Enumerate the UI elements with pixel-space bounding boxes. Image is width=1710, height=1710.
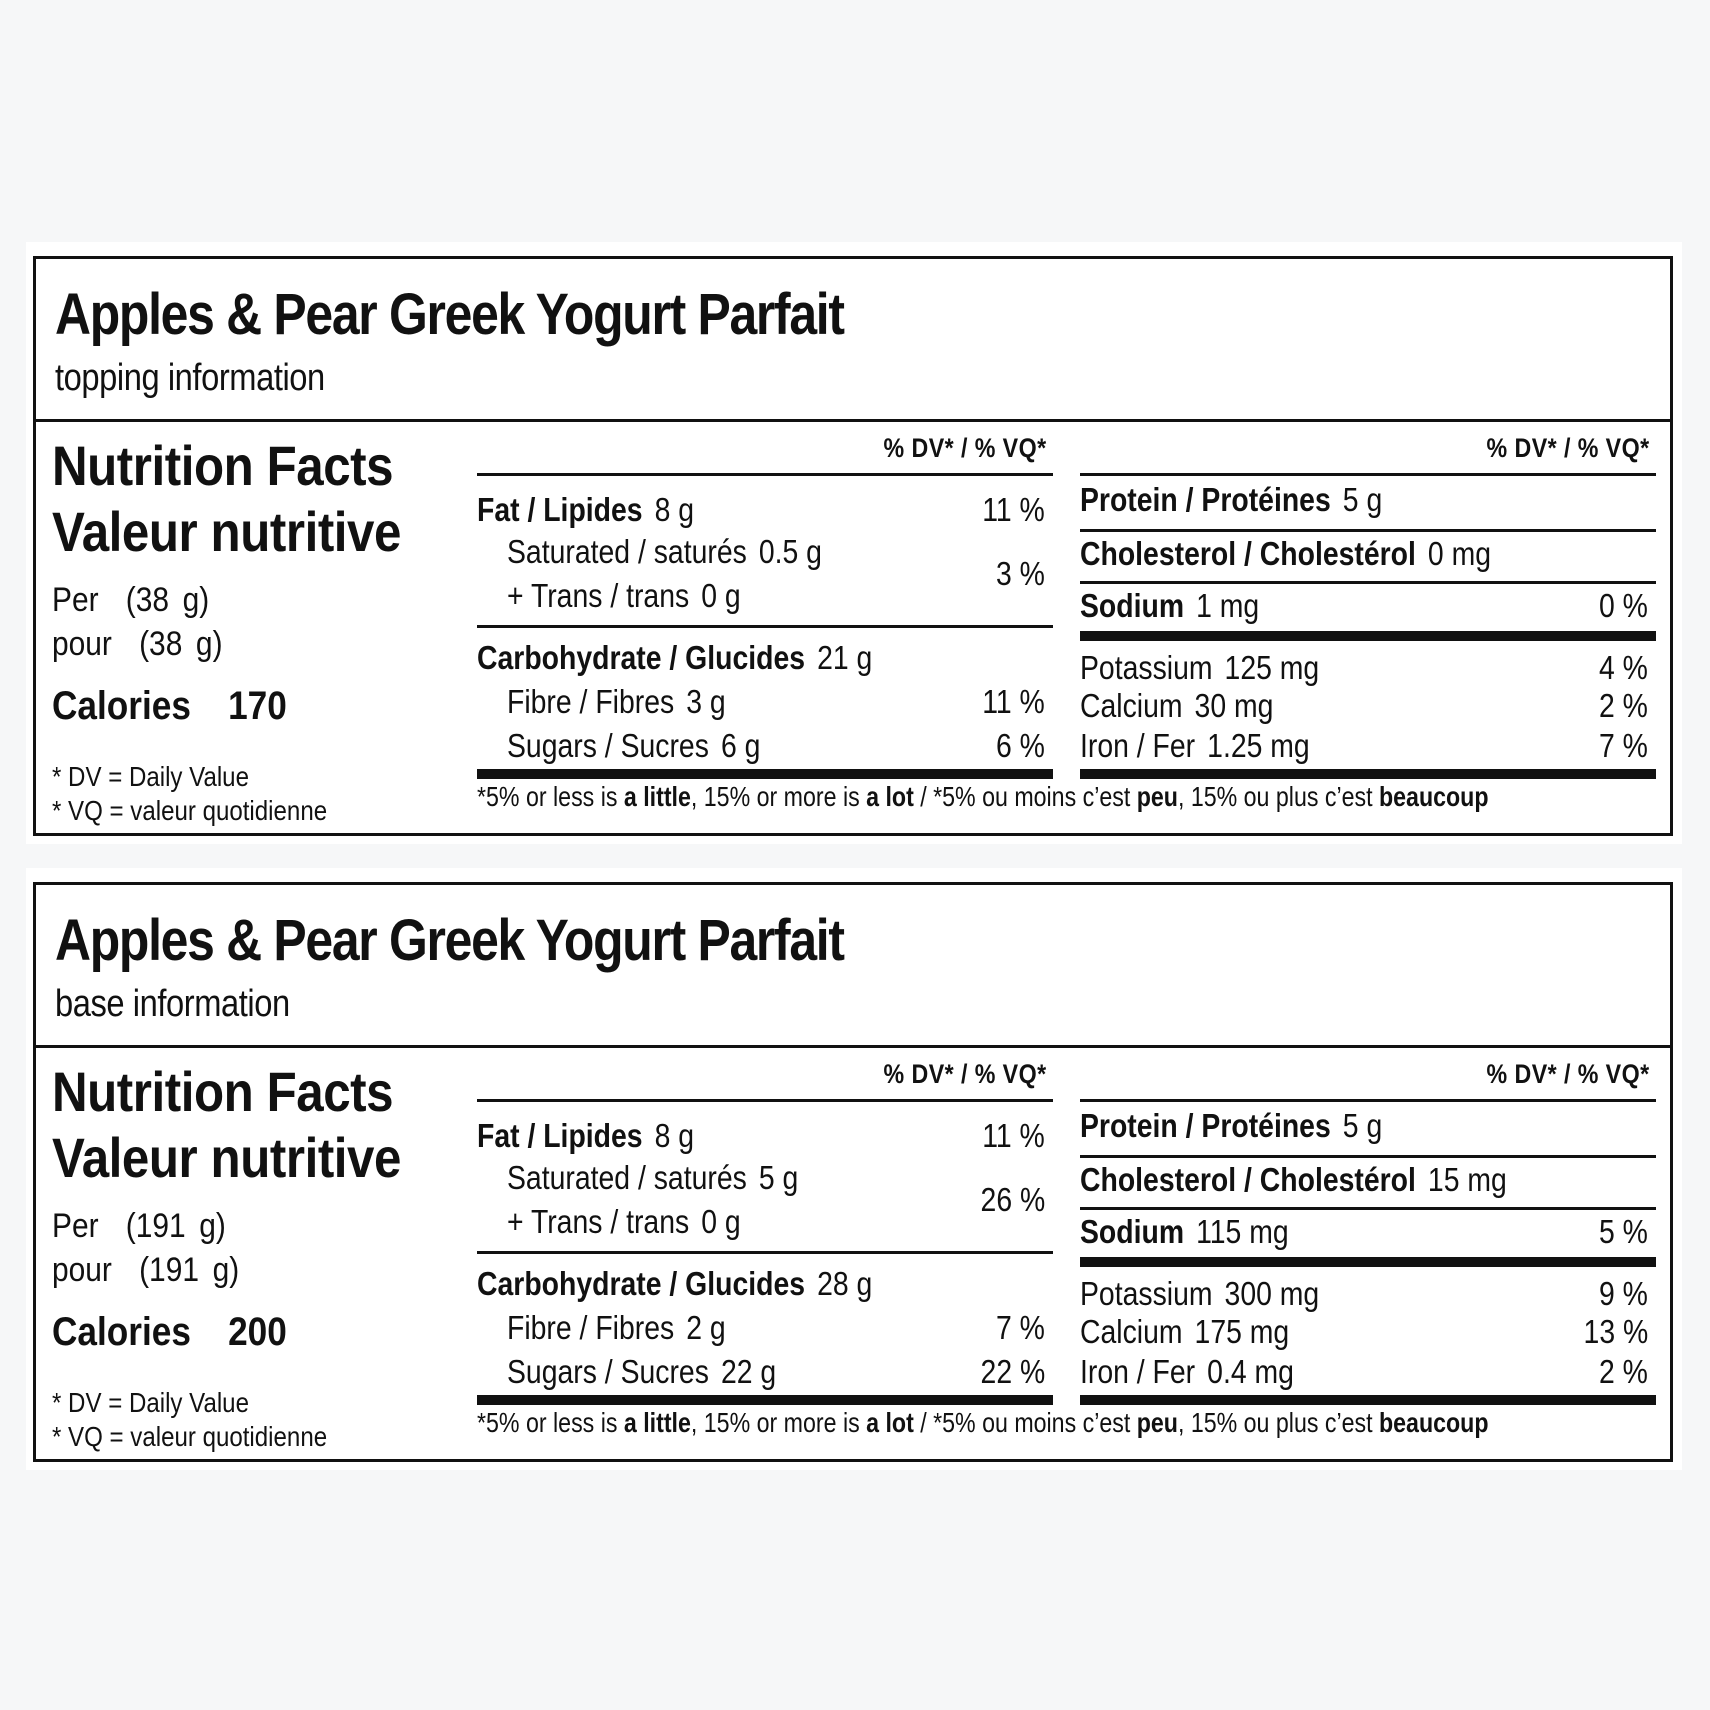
- potassium-pct: 4 %: [1599, 649, 1648, 686]
- fat-amount: 8 g: [654, 1117, 695, 1154]
- calories-line: [52, 1310, 287, 1355]
- fat-label: Fat / Lipides: [477, 491, 643, 528]
- thick-divider: [477, 1395, 1053, 1405]
- vq-definition: * VQ = valeur quotidienne: [52, 795, 328, 826]
- saturated-row: [507, 533, 822, 571]
- product-name: Apples & Pear Greek Yogurt Parfait: [55, 282, 844, 347]
- cholesterol-label: Cholesterol / Cholestérol: [1080, 1161, 1416, 1198]
- vq-definition: * VQ = valeur quotidienne: [52, 1421, 328, 1452]
- protein-label: Protein / Protéines: [1080, 481, 1331, 518]
- nutrition-label-base: [26, 868, 1682, 1470]
- footnote-text: , 15% or more is: [690, 1407, 867, 1438]
- footnote-bold: peu: [1136, 781, 1178, 812]
- protein-minerals-column: [1080, 1045, 1656, 1405]
- fibre-amount: 3 g: [686, 683, 726, 720]
- fat-label: Fat / Lipides: [477, 1117, 643, 1154]
- calcium-pct: 13 %: [1583, 1313, 1648, 1350]
- label-frame: [33, 882, 1673, 1462]
- valeur-nutritive-title: Valeur nutritive: [52, 1126, 401, 1189]
- calcium-amount: 30 mg: [1194, 687, 1274, 724]
- footnote-text: / *5% ou moins c’est: [913, 1407, 1137, 1438]
- fat-carb-column: [477, 419, 1053, 779]
- carb-row: [477, 1265, 872, 1303]
- calcium-row: [1080, 687, 1273, 725]
- footnote-bold: a little: [623, 781, 691, 812]
- trans-label: + Trans / trans: [507, 1203, 690, 1240]
- cholesterol-amount: 0 mg: [1427, 535, 1492, 572]
- dv-footnote: [477, 781, 1488, 813]
- divider: [477, 1099, 1053, 1102]
- footnote-bold: beaucoup: [1378, 1407, 1489, 1438]
- nutrition-label-topping: [26, 242, 1682, 844]
- dv-definition: * DV = Daily Value: [52, 761, 249, 792]
- dv-header: % DV* / % VQ*: [883, 1059, 1047, 1089]
- calcium-row: [1080, 1313, 1289, 1351]
- label-header: [36, 259, 1670, 422]
- fat-row: [477, 1117, 694, 1155]
- potassium-amount: 300 mg: [1224, 1275, 1320, 1312]
- trans-amount: 0 g: [701, 1203, 741, 1240]
- sugars-pct: 6 %: [996, 727, 1045, 764]
- iron-row: [1080, 727, 1310, 765]
- fibre-pct: 11 %: [982, 683, 1045, 720]
- footnote-text: *5% or less is: [477, 1407, 624, 1438]
- dv-header: % DV* / % VQ*: [883, 433, 1047, 463]
- saturated-amount: 5 g: [758, 1159, 799, 1196]
- label-header: [36, 885, 1670, 1048]
- pour-label: pour: [52, 625, 112, 663]
- cholesterol-row: [1080, 535, 1491, 573]
- saturated-label: Saturated / saturés: [507, 533, 747, 570]
- iron-pct: 2 %: [1599, 1353, 1648, 1390]
- fat-row: [477, 491, 694, 529]
- serving-size-fr: [52, 1251, 239, 1290]
- thick-divider: [477, 769, 1053, 779]
- sodium-label: Sodium: [1080, 1213, 1185, 1250]
- thick-divider: [1080, 1395, 1656, 1405]
- fibre-label: Fibre / Fibres: [507, 1309, 675, 1346]
- serving-column: [52, 419, 472, 836]
- per-label: Per: [52, 581, 99, 619]
- divider: [1080, 581, 1656, 584]
- sodium-row: [1080, 587, 1259, 625]
- protein-amount: 5 g: [1342, 481, 1383, 518]
- pour-amount: (38 g): [139, 625, 223, 663]
- divider: [1080, 473, 1656, 476]
- iron-label: Iron / Fer: [1080, 727, 1196, 764]
- sugars-row: [507, 727, 760, 765]
- calories-value: 200: [228, 1310, 287, 1354]
- footnote-text: , 15% ou plus c’est: [1177, 1407, 1379, 1438]
- saturated-label: Saturated / saturés: [507, 1159, 747, 1196]
- sugars-amount: 6 g: [720, 727, 761, 764]
- divider: [1080, 1207, 1656, 1210]
- calcium-amount: 175 mg: [1194, 1313, 1290, 1350]
- fibre-pct: 7 %: [996, 1309, 1045, 1346]
- potassium-label: Potassium: [1080, 1275, 1213, 1312]
- calcium-pct: 2 %: [1599, 687, 1648, 724]
- potassium-pct: 9 %: [1599, 1275, 1648, 1312]
- pour-label: pour: [52, 1251, 112, 1289]
- potassium-amount: 125 mg: [1224, 649, 1320, 686]
- calories-label: Calories: [52, 684, 191, 728]
- valeur-nutritive-title: Valeur nutritive: [52, 500, 401, 563]
- thick-divider: [1080, 769, 1656, 779]
- calcium-label: Calcium: [1080, 1313, 1183, 1350]
- protein-amount: 5 g: [1342, 1107, 1383, 1144]
- sodium-amount: 1 mg: [1196, 587, 1260, 624]
- divider: [1080, 1099, 1656, 1102]
- fibre-label: Fibre / Fibres: [507, 683, 675, 720]
- label-frame: [33, 256, 1673, 836]
- serving-column: [52, 1045, 472, 1462]
- dv-header: % DV* / % VQ*: [1486, 1059, 1650, 1089]
- sodium-pct: 5 %: [1599, 1213, 1648, 1250]
- saturated-amount: 0.5 g: [758, 533, 822, 570]
- per-label: Per: [52, 1207, 99, 1245]
- serving-size-fr: [52, 625, 223, 664]
- protein-row: [1080, 481, 1382, 519]
- label-subtitle: topping information: [55, 357, 325, 399]
- nutrition-facts-title: Nutrition Facts: [52, 434, 394, 497]
- calories-label: Calories: [52, 1310, 191, 1354]
- fibre-row: [507, 683, 726, 721]
- fibre-amount: 2 g: [686, 1309, 726, 1346]
- protein-minerals-column: [1080, 419, 1656, 779]
- calories-value: 170: [228, 684, 287, 728]
- carb-amount: 28 g: [817, 1265, 873, 1302]
- footnote-text: , 15% ou plus c’est: [1177, 781, 1379, 812]
- calories-line: [52, 684, 287, 729]
- footnote-bold: peu: [1136, 1407, 1178, 1438]
- footnote-bold: a lot: [866, 1407, 914, 1438]
- fat-pct: 11 %: [982, 491, 1045, 528]
- carb-row: [477, 639, 872, 677]
- potassium-row: [1080, 1275, 1319, 1313]
- trans-row: [507, 577, 741, 615]
- serving-size-en: [52, 1207, 226, 1246]
- carb-amount: 21 g: [817, 639, 873, 676]
- footnote-bold: a lot: [866, 781, 914, 812]
- fat-pct: 11 %: [982, 1117, 1045, 1154]
- sodium-row: [1080, 1213, 1289, 1251]
- potassium-label: Potassium: [1080, 649, 1213, 686]
- sat-trans-pct: 3 %: [996, 555, 1045, 592]
- iron-row: [1080, 1353, 1294, 1391]
- iron-amount: 0.4 mg: [1207, 1353, 1294, 1390]
- trans-amount: 0 g: [701, 577, 741, 614]
- potassium-row: [1080, 649, 1319, 687]
- sodium-label: Sodium: [1080, 587, 1185, 624]
- trans-label: + Trans / trans: [507, 577, 690, 614]
- calcium-label: Calcium: [1080, 687, 1183, 724]
- protein-row: [1080, 1107, 1382, 1145]
- sodium-pct: 0 %: [1599, 587, 1648, 624]
- footnote-bold: beaucoup: [1378, 781, 1489, 812]
- label-subtitle: base information: [55, 983, 290, 1025]
- dv-header: % DV* / % VQ*: [1486, 433, 1650, 463]
- trans-row: [507, 1203, 741, 1241]
- sugars-label: Sugars / Sucres: [507, 727, 709, 764]
- iron-amount: 1.25 mg: [1207, 727, 1310, 764]
- per-amount: (191 g): [125, 1207, 226, 1245]
- pour-amount: (191 g): [139, 1251, 240, 1289]
- serving-size-en: [52, 581, 209, 620]
- fat-amount: 8 g: [654, 491, 695, 528]
- dv-definition: * DV = Daily Value: [52, 1387, 249, 1418]
- divider: [1080, 529, 1656, 532]
- per-amount: (38 g): [125, 581, 210, 619]
- sugars-amount: 22 g: [720, 1353, 777, 1390]
- divider: [477, 625, 1053, 628]
- sugars-pct: 22 %: [980, 1353, 1045, 1390]
- product-name: Apples & Pear Greek Yogurt Parfait: [55, 908, 844, 973]
- iron-pct: 7 %: [1599, 727, 1648, 764]
- sodium-amount: 115 mg: [1196, 1213, 1289, 1250]
- cholesterol-label: Cholesterol / Cholestérol: [1080, 535, 1416, 572]
- divider: [1080, 1155, 1656, 1158]
- saturated-row: [507, 1159, 798, 1197]
- carb-label: Carbohydrate / Glucides: [477, 639, 806, 676]
- sugars-row: [507, 1353, 776, 1391]
- footnote-bold: a little: [623, 1407, 691, 1438]
- carb-label: Carbohydrate / Glucides: [477, 1265, 806, 1302]
- protein-label: Protein / Protéines: [1080, 1107, 1331, 1144]
- fat-carb-column: [477, 1045, 1053, 1405]
- cholesterol-amount: 15 mg: [1427, 1161, 1507, 1198]
- footnote-text: , 15% or more is: [690, 781, 867, 812]
- fibre-row: [507, 1309, 726, 1347]
- sat-trans-pct: 26 %: [980, 1181, 1045, 1218]
- thick-divider: [1080, 1257, 1656, 1267]
- thick-divider: [1080, 631, 1656, 641]
- footnote-text: / *5% ou moins c’est: [913, 781, 1137, 812]
- dv-footnote: [477, 1407, 1488, 1439]
- footnote-text: *5% or less is: [477, 781, 624, 812]
- nutrition-facts-title: Nutrition Facts: [52, 1060, 394, 1123]
- divider: [477, 473, 1053, 476]
- divider: [477, 1251, 1053, 1254]
- sugars-label: Sugars / Sucres: [507, 1353, 709, 1390]
- cholesterol-row: [1080, 1161, 1507, 1199]
- iron-label: Iron / Fer: [1080, 1353, 1196, 1390]
